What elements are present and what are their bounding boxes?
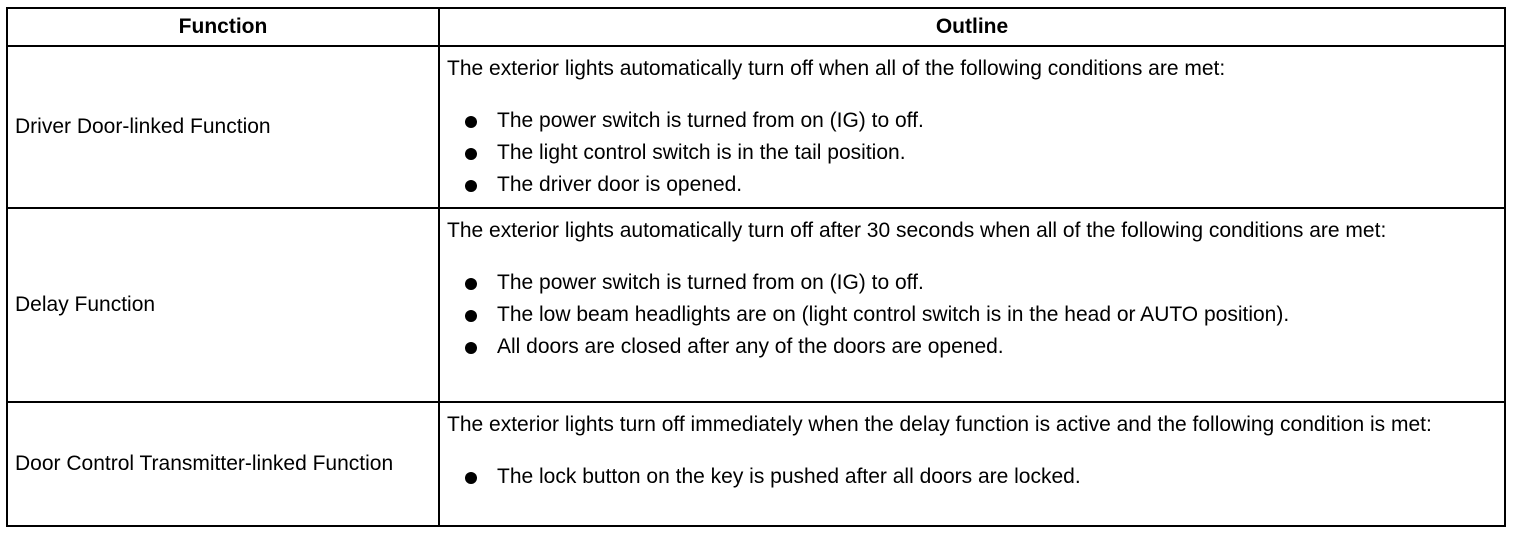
bullet-dot-icon — [465, 342, 477, 354]
condition-item — [447, 267, 1494, 299]
bullet-dot-icon — [465, 310, 477, 322]
column-header-function: Function — [7, 8, 439, 46]
condition-text: The low beam headlights are on (light control switch is in the head or AUTO position). — [497, 303, 1290, 326]
table-row — [7, 46, 1505, 208]
function-outline-table-frame — [6, 7, 1504, 527]
condition-text: The driver door is opened. — [497, 173, 743, 196]
condition-text: All doors are closed after any of the doors are opened. — [497, 335, 1004, 358]
outline-cell — [439, 208, 1505, 402]
table-row — [7, 402, 1505, 526]
outline-cell — [439, 402, 1505, 526]
condition-text: The power switch is turned from on (IG) to off. — [497, 271, 924, 294]
condition-item — [447, 137, 1494, 169]
bullet-dot-icon — [465, 148, 477, 160]
outline-cell — [439, 46, 1505, 208]
condition-item — [447, 331, 1494, 363]
function-name-cell: Driver Door-linked Function — [7, 46, 439, 208]
bullet-dot-icon — [465, 278, 477, 290]
condition-text: The lock button on the key is pushed after all doors are locked. — [497, 465, 1081, 488]
condition-item — [447, 105, 1494, 137]
condition-list — [447, 461, 1494, 493]
bullet-dot-icon — [465, 116, 477, 128]
condition-text: The light control switch is in the tail position. — [497, 141, 906, 164]
condition-item — [447, 169, 1494, 201]
condition-text: The power switch is turned from on (IG) to off. — [497, 109, 924, 132]
column-header-outline: Outline — [439, 8, 1505, 46]
function-name-cell: Delay Function — [7, 208, 439, 402]
condition-item — [447, 299, 1494, 331]
function-outline-table — [6, 7, 1506, 527]
outline-intro: The exterior lights turn off immediately when the delay function is active and the following condition is met: — [447, 413, 1432, 436]
condition-item — [447, 461, 1494, 493]
outline-intro: The exterior lights automatically turn off after 30 seconds when all of the following conditions are met: — [447, 219, 1387, 242]
bullet-dot-icon — [465, 472, 477, 484]
table-header-row — [7, 8, 1505, 46]
function-name-cell: Door Control Transmitter-linked Function — [7, 402, 439, 526]
outline-intro: The exterior lights automatically turn off when all of the following conditions are met: — [447, 57, 1226, 80]
condition-list — [447, 267, 1494, 363]
condition-list — [447, 105, 1494, 201]
table-row — [7, 208, 1505, 402]
bullet-dot-icon — [465, 180, 477, 192]
